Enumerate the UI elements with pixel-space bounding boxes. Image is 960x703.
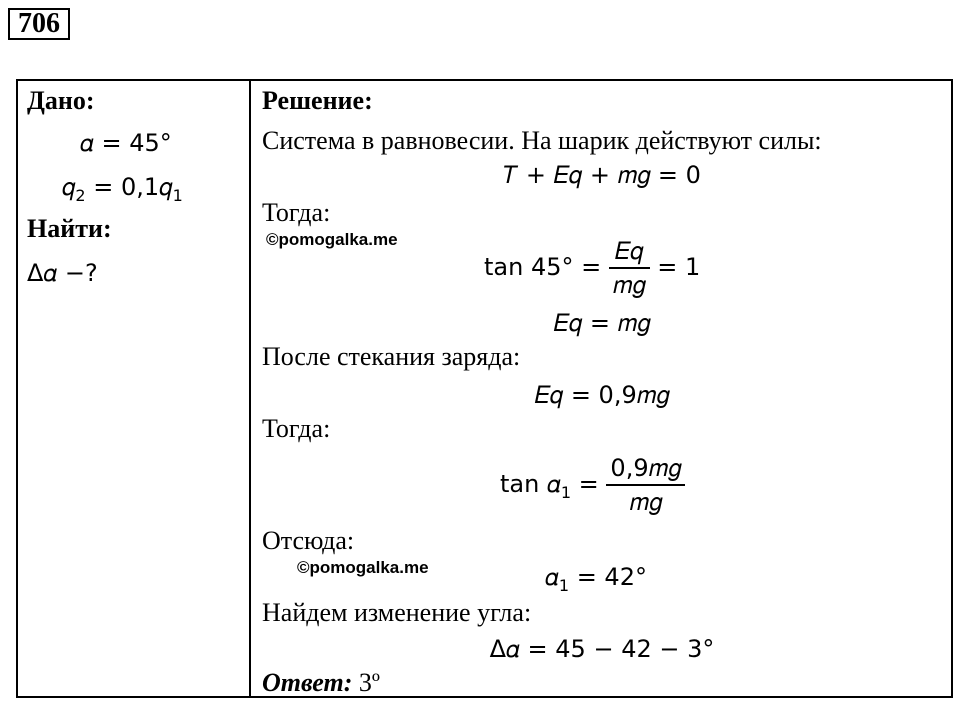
solution-line-1: Система в равновесии. На шарик действуют силы: [262,126,822,155]
find-header: Найти: [27,214,112,243]
equation-discharge: 𝐸𝑞 = 0,9𝑚𝑔 [534,381,670,409]
equation-alpha1: 𝛼$_1$ = 42° [545,563,647,595]
answer [262,668,380,698]
watermark-bottom: ©pomogalka.me [297,558,429,577]
equation-forces: 𝑇 + 𝐸𝑞 + 𝑚𝑔 = 0 [503,161,701,189]
find-value: Δ𝛼 −? [27,259,98,287]
answer-label: Ответ: [262,668,353,697]
equation-tan45: tan 45° = $\frac{\text{𝐸𝑞}}{\text{𝑚𝑔}}$ = 1 [484,237,701,299]
watermark-top: ©pomogalka.me [266,230,398,249]
given-charge: 𝑞$_2$ = 0,1𝑞$_1$ [62,173,183,205]
problem-number: 706 [8,8,70,40]
fraction-09mg-mg: $\frac{\text{0,9𝑚𝑔}}{\text{𝑚𝑔}}$ [606,452,685,518]
solution-header: Решение: [262,86,373,115]
hence-label: Отсюда: [262,526,355,555]
then-label-1: Тогда: [262,198,331,227]
equation-eq-mg: 𝐸𝑞 = 𝑚𝑔 [553,309,651,337]
find-change-label: Найдем изменение угла: [262,598,532,627]
after-discharge-label: После стекания заряда: [262,342,521,371]
equation-tan-alpha1: tan 𝛼$_1$ = $\frac{\text{0,9𝑚𝑔}}{\text{𝑚𝑔}}$ [500,448,685,529]
fraction-eq-mg: $\frac{\text{𝐸𝑞}}{\text{𝑚𝑔}}$ [609,235,650,301]
given-header: Дано: [27,86,95,115]
answer-value: 3º [352,668,380,697]
then-label-2: Тогда: [262,414,331,443]
equation-delta-alpha: Δ𝛼 = 45 − 42 − 3° [489,635,715,663]
given-alpha: 𝛼 = 45° [80,129,172,157]
